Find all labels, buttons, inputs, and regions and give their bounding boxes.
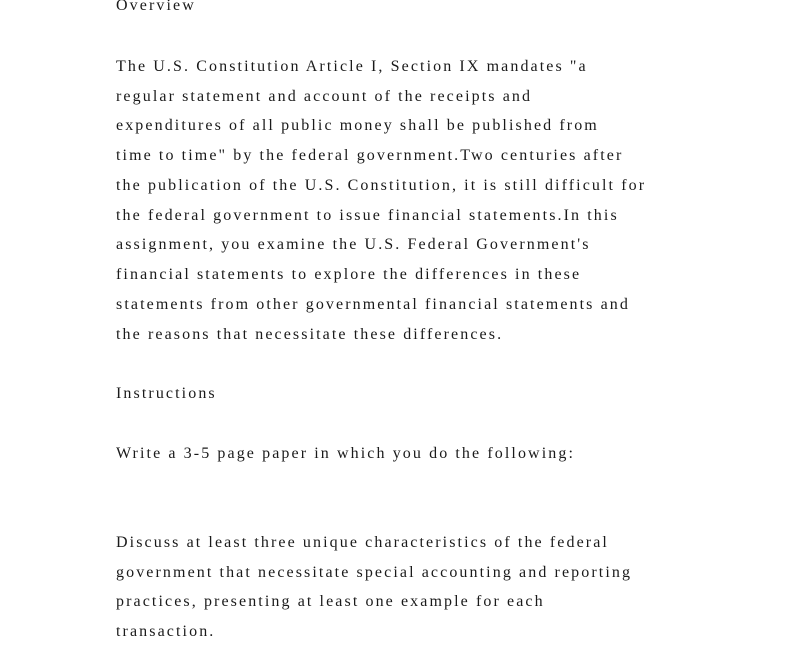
paragraph-line: regular statement and account of the receipts and bbox=[116, 88, 533, 105]
instructions-heading: Instructions bbox=[116, 385, 217, 402]
paragraph-line: financial statements to explore the differences in these bbox=[116, 266, 582, 283]
paragraph-line: The U.S. Constitution Article I, Section IX mandates "a bbox=[116, 58, 588, 75]
paragraph-line: assignment, you examine the U.S. Federal Government's bbox=[116, 236, 591, 253]
paragraph-line: statements from other governmental financial statements and bbox=[116, 296, 630, 313]
paragraph-line: government that necessitate special accounting and reporting bbox=[116, 564, 633, 581]
paragraph-line: transaction. bbox=[116, 623, 216, 640]
paragraph-line: Discuss at least three unique characteristics of the federal bbox=[116, 534, 609, 551]
paragraph-line: time to time" by the federal government.Two centuries after bbox=[116, 147, 624, 164]
instructions-intro: Write a 3-5 page paper in which you do the following: bbox=[116, 445, 576, 462]
paragraph-line: practices, presenting at least one example for each bbox=[116, 593, 545, 610]
paragraph-line: the reasons that necessitate these differences. bbox=[116, 326, 504, 343]
overview-heading: Overview bbox=[116, 0, 196, 14]
paragraph-line: expenditures of all public money shall be published from bbox=[116, 117, 599, 134]
paragraph-line: the publication of the U.S. Constitution, it is still difficult for bbox=[116, 177, 647, 194]
paragraph-line: the federal government to issue financial statements.In this bbox=[116, 207, 619, 224]
